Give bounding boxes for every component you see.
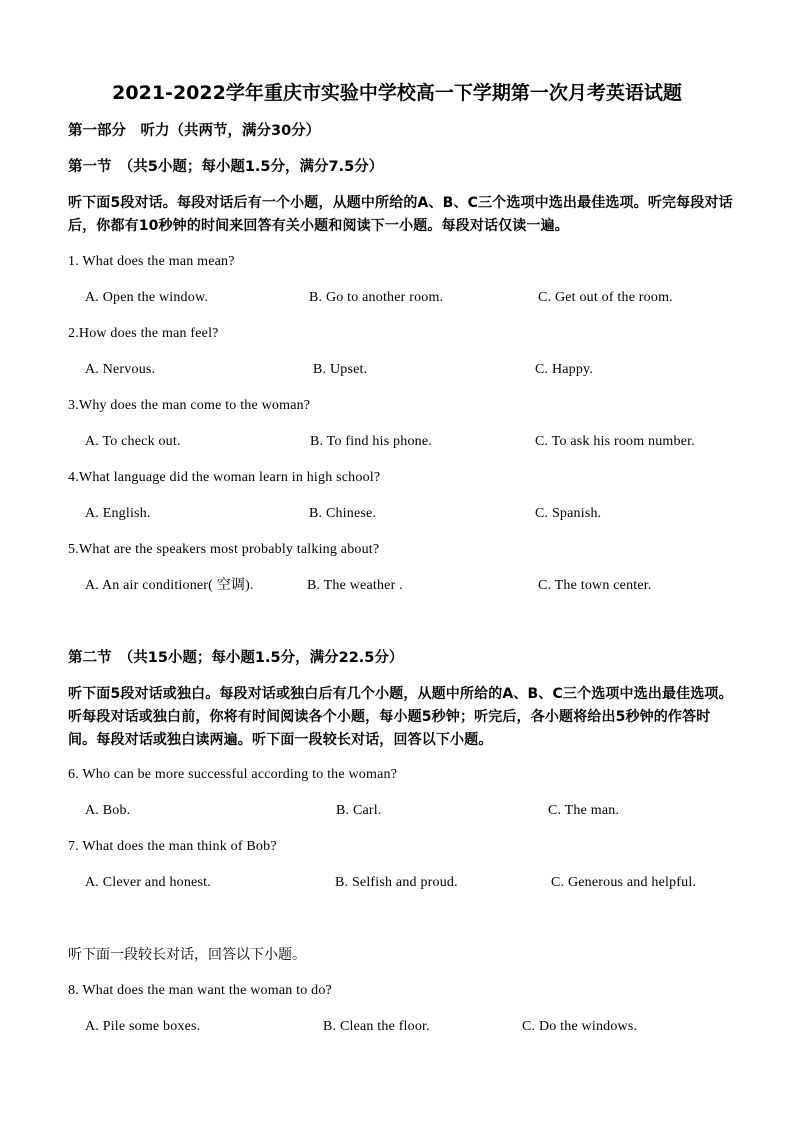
question-3-option-b: B. To find his phone. bbox=[310, 434, 432, 449]
question-6-option-a: A. Bob. bbox=[85, 803, 131, 818]
question-2-option-b: B. Upset. bbox=[313, 362, 368, 377]
question-1-option-c: C. Get out of the room. bbox=[538, 290, 673, 305]
question-1: 1. What does the man mean? bbox=[68, 254, 235, 269]
question-2: 2.How does the man feel? bbox=[68, 326, 219, 341]
question-1-option-a: A. Open the window. bbox=[85, 290, 209, 305]
question-8-option-a: A. Pile some boxes. bbox=[85, 1019, 201, 1034]
question-8-option-b: B. Clean the floor. bbox=[323, 1019, 430, 1034]
question-7-option-c: C. Generous and helpful. bbox=[551, 875, 697, 890]
question-8-option-c: C. Do the windows. bbox=[522, 1019, 638, 1034]
question-5-option-c: C. The town center. bbox=[538, 578, 652, 593]
question-5-option-a: A. An air conditioner( 空调). bbox=[85, 578, 254, 593]
question-6: 6. Who can be more successful according to the woman? bbox=[68, 767, 398, 782]
question-2-option-c: C. Happy. bbox=[535, 362, 594, 377]
part1-heading: 第一部分 听力（共两节，满分30分） bbox=[68, 123, 321, 139]
section1-instruction: 听下面5段对话。每段对话后有一个小题，从题中所给的A、B、C三个选项中选出最佳选项。听完每段对话后，你都有10秒钟的时间来回答有关小题和阅读下一小题。每段对话仅读一遍。 bbox=[68, 195, 733, 234]
question-7-option-a: A. Clever and honest. bbox=[85, 875, 211, 890]
question-2-option-a: A. Nervous. bbox=[85, 362, 156, 377]
question-4-option-a: A. English. bbox=[85, 506, 151, 521]
question-5: 5.What are the speakers most probably talking about? bbox=[68, 542, 380, 557]
question-7-option-b: B. Selfish and proud. bbox=[335, 875, 458, 890]
section2-heading: 第二节 （共15小题；每小题1.5分，满分22.5分） bbox=[68, 650, 404, 666]
section1-heading: 第一节 （共5小题；每小题1.5分，满分7.5分） bbox=[68, 159, 384, 175]
question-3-option-c: C. To ask his room number. bbox=[535, 434, 695, 449]
exam-title: 2021-2022学年重庆市实验中学校高一下学期第一次月考英语试题 bbox=[112, 82, 682, 104]
question-3-option-a: A. To check out. bbox=[85, 434, 181, 449]
question-5-option-b: B. The weather . bbox=[307, 578, 403, 593]
section2-instruction: 听下面5段对话或独白。每段对话或独白后有几个小题，从题中所给的A、B、C三个选项中选出最佳选项。听每段对话或独白前，你将有时间阅读各个小题，每小题5秒钟；听完后，各小题将给出5秒钟的作答时间。每段对话或独白读两遍。听下面一段较长对话，回答以下小题。 bbox=[68, 686, 733, 748]
question-8: 8. What does the man want the woman to do? bbox=[68, 983, 332, 998]
question-6-option-c: C. The man. bbox=[548, 803, 620, 818]
question-3: 3.Why does the man come to the woman? bbox=[68, 398, 311, 413]
question-1-option-b: B. Go to another room. bbox=[309, 290, 444, 305]
question-6-option-b: B. Carl. bbox=[336, 803, 382, 818]
question-7: 7. What does the man think of Bob? bbox=[68, 839, 277, 854]
long-dialogue-note: 听下面一段较长对话，回答以下小题。 bbox=[68, 947, 306, 963]
question-4-option-c: C. Spanish. bbox=[535, 506, 602, 521]
question-4-option-b: B. Chinese. bbox=[309, 506, 377, 521]
question-4: 4.What language did the woman learn in high school? bbox=[68, 470, 381, 485]
